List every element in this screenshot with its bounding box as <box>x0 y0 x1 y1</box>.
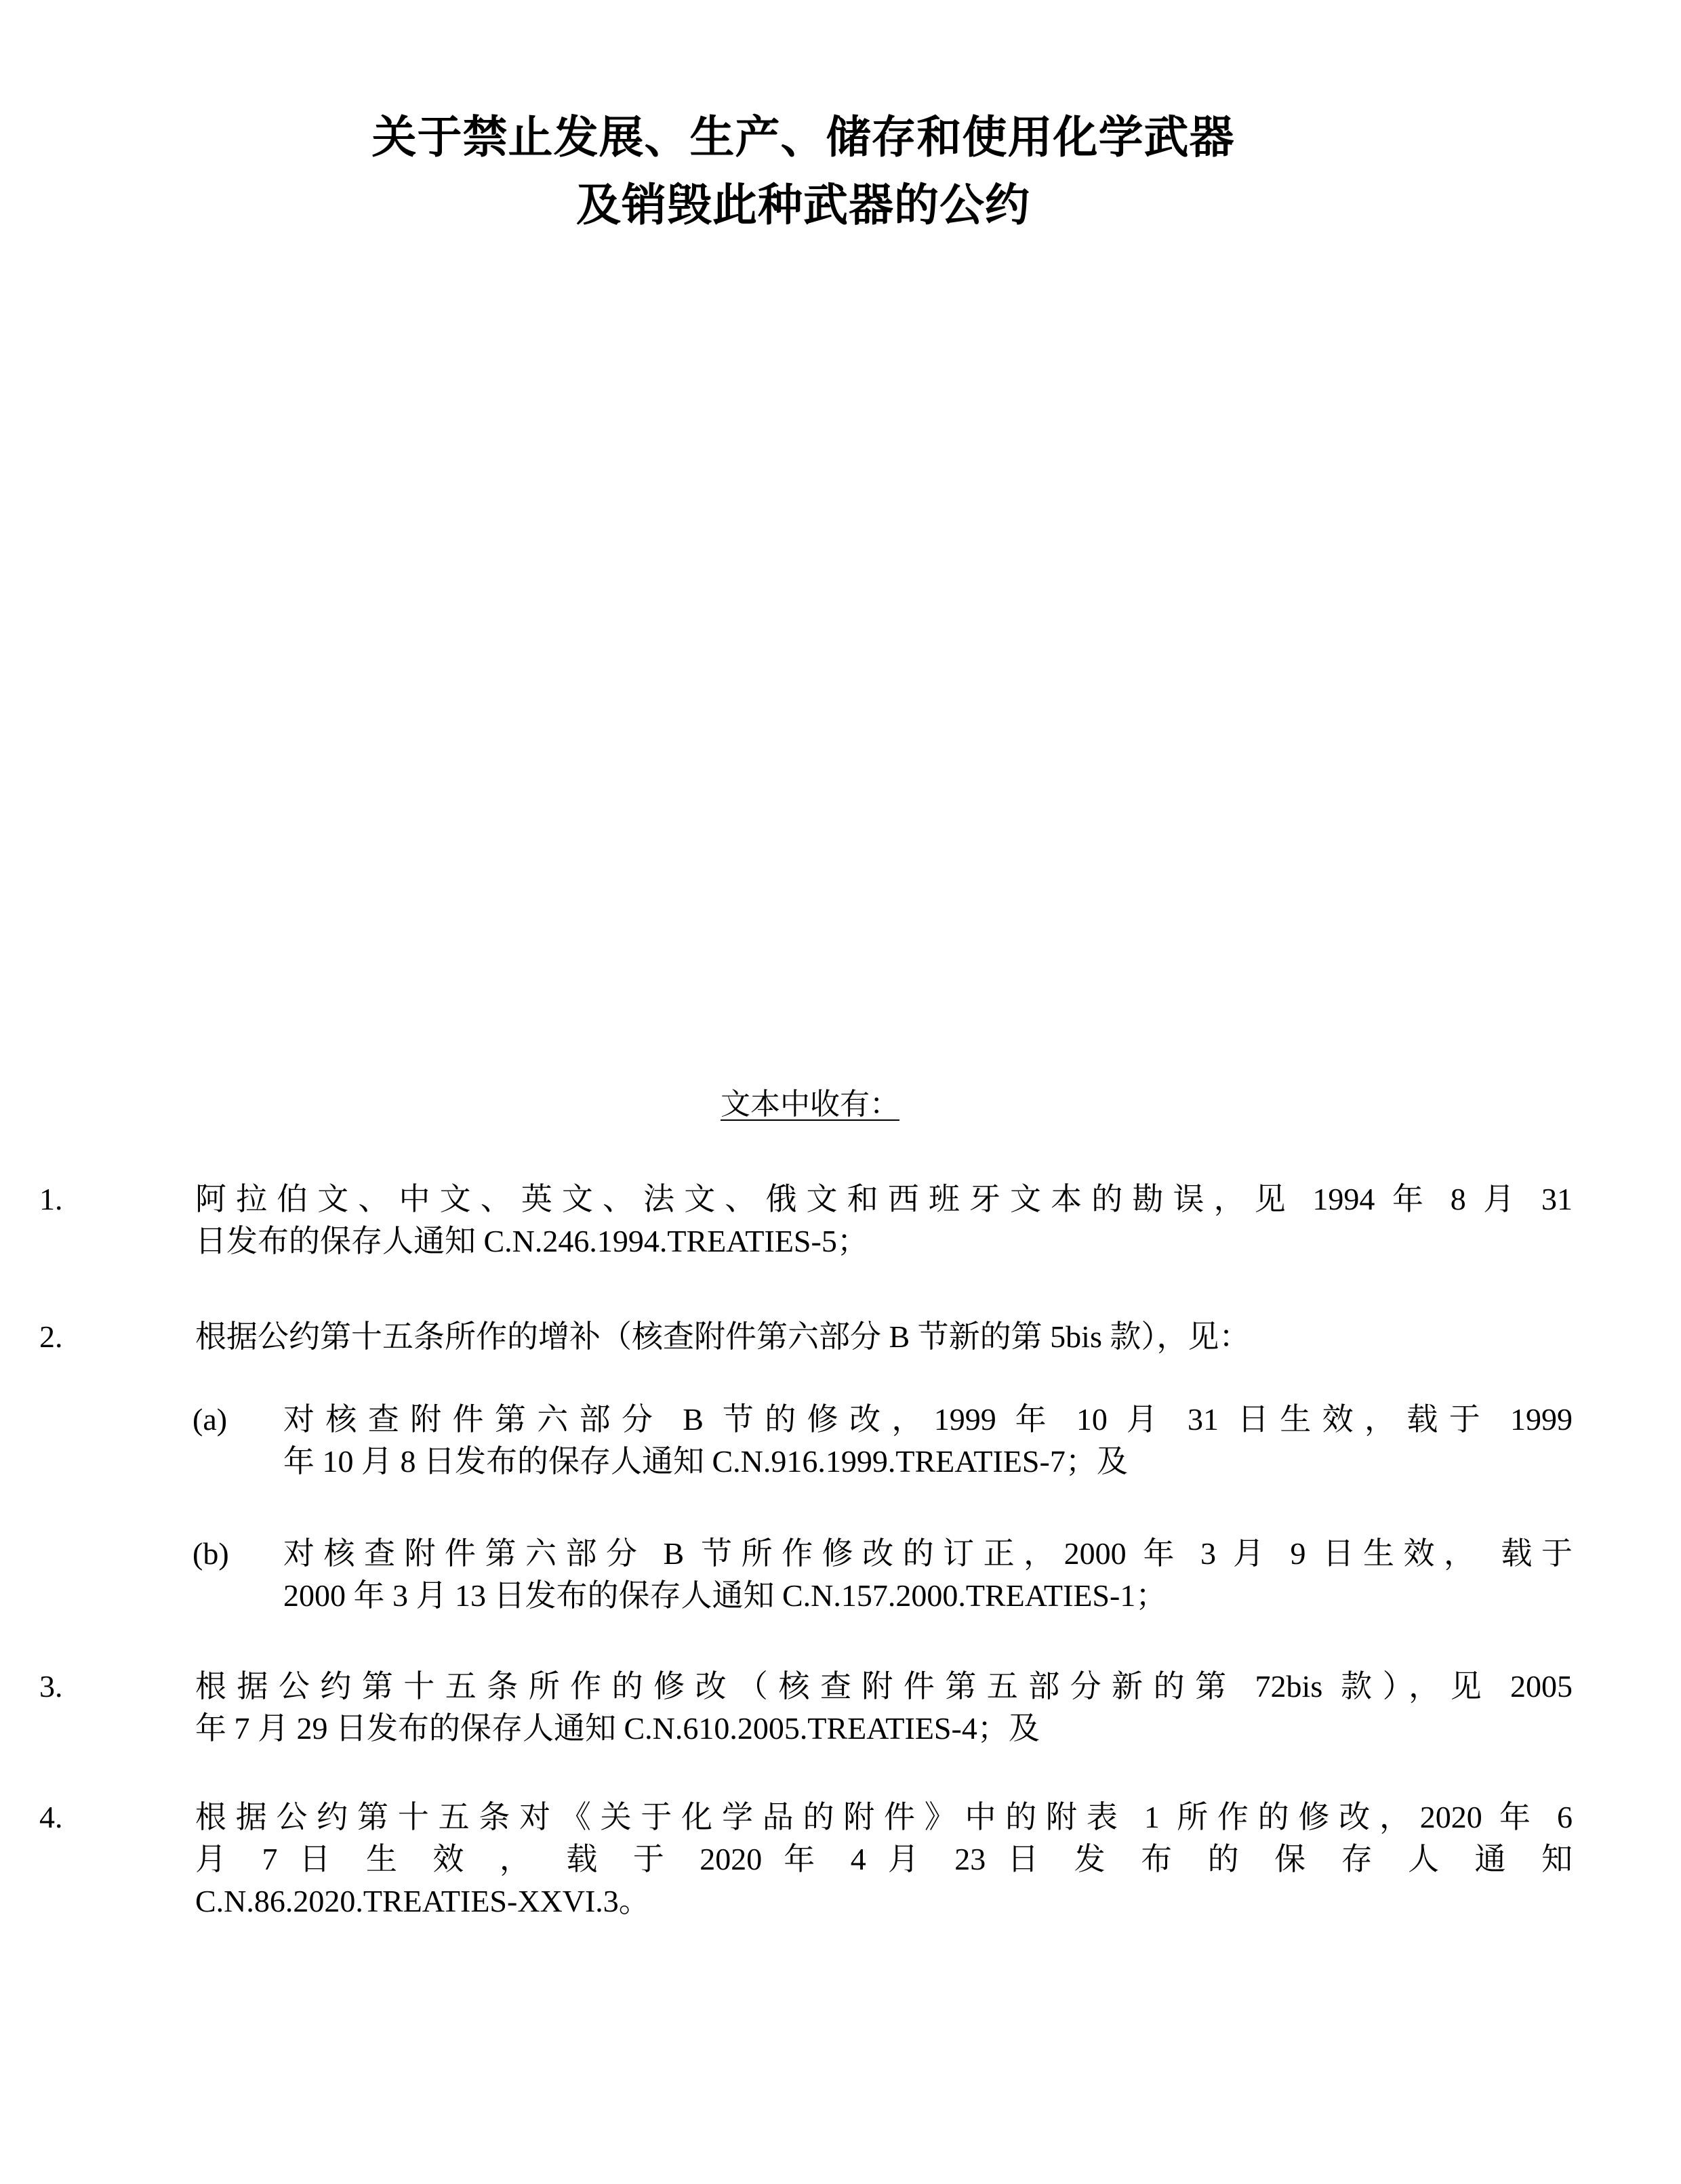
item-number: 1. <box>39 1182 63 1216</box>
sub-item-text <box>283 1399 1573 1483</box>
sub-item-text-line: 2000 年 3 月 13 日发布的保存人通知 C.N.157.2000.TREATIES-1； <box>283 1578 1167 1613</box>
item-text-line: 阿拉伯文、中文、英文、法文、俄文和西班牙文本的勘误，见 1994 年 8 月 31 <box>195 1182 1573 1216</box>
item-text-line: 月 7 日 生 效 ， 载 于 2020 年 4 月 23 日 发 布 的 保 存 人 通 知 <box>195 1842 1573 1876</box>
document-title-line-1: 关于禁止发展、生产、储存和使用化学武器 <box>371 111 1235 163</box>
item-text-line: 根据公约第十五条对《关于化学品的附件》中的附表 1 所作的修改，2020 年 6 <box>195 1800 1573 1834</box>
item-number: 3. <box>39 1669 63 1704</box>
item-text-line: 日发布的保存人通知 C.N.246.1994.TREATIES-5； <box>195 1224 868 1258</box>
sub-item-label: (b) <box>193 1536 229 1571</box>
sub-item-text-line: 年 10 月 8 日发布的保存人通知 C.N.916.1999.TREATIES-7；及 <box>283 1444 1128 1479</box>
sub-item-text <box>283 1533 1573 1617</box>
sub-item-text-line: 对核查附件第六部分 B 节的修改，1999 年 10 月 31 日生效，载于 1999 <box>283 1402 1573 1437</box>
sub-item-label: (a) <box>193 1402 228 1437</box>
item-text-line: 根据公约第十五条所作的增补（核查附件第六部分 B 节新的第 5bis 款），见： <box>195 1319 1251 1354</box>
item-number: 2. <box>39 1319 63 1354</box>
contents-heading-text: 文本中收有： <box>721 1087 899 1121</box>
item-text <box>195 1316 1573 1358</box>
contents-heading <box>0 1084 1620 1125</box>
item-text-line: 根据公约第十五条所作的修改（核查附件第五部分新的第 72bis 款），见 2005 <box>195 1669 1573 1704</box>
sub-item-text-line: 对核查附件第六部分 B 节所作修改的订正，2000 年 3 月 9 日生效， 载于 <box>283 1536 1573 1571</box>
item-text <box>195 1178 1573 1262</box>
item-text-line: 年 7 月 29 日发布的保存人通知 C.N.610.2005.TREATIES-4；及 <box>195 1711 1040 1746</box>
document-title-line-2: 及销毁此种武器的公约 <box>576 179 1030 231</box>
item-text-line: C.N.86.2020.TREATIES-XXVI.3。 <box>195 1884 650 1918</box>
item-text <box>195 1666 1573 1750</box>
item-text <box>195 1796 1573 1922</box>
item-number: 4. <box>39 1800 63 1834</box>
